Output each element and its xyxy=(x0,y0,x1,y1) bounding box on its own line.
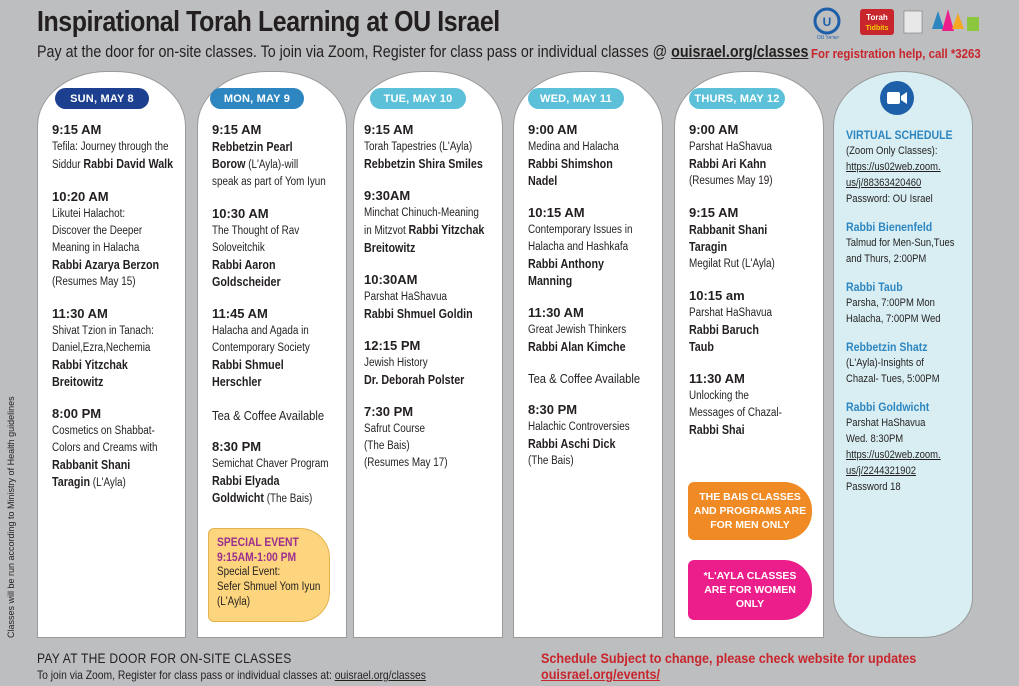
ou-logo xyxy=(812,5,987,41)
special-event-desc: Special Event: xyxy=(217,566,281,578)
svg-text:Torah: Torah xyxy=(866,13,888,22)
class-desc: Borow (L'Ayla)-will xyxy=(212,157,299,171)
class-desc: Megilat Rut (L'Ayla) xyxy=(689,258,775,270)
rabbi-name: Rabbi Yitzchak xyxy=(52,358,128,372)
class-time: 9:00 AM xyxy=(528,122,578,137)
zoom-link[interactable]: us/j/88363420460 xyxy=(846,177,922,189)
ou-logo-caption: OU ישראל xyxy=(816,35,840,41)
virtual-teacher: Rabbi Bienenfeld xyxy=(846,220,933,234)
bais-notice-line: THE BAIS CLASSES xyxy=(699,491,801,503)
zoom-link[interactable]: https://us02web.zoom. xyxy=(846,449,941,461)
zoom-video-icon xyxy=(879,80,915,116)
class-time: 9:30AM xyxy=(364,188,411,203)
class-desc: speak as part of Yom Iyun xyxy=(212,176,326,188)
class-desc: Medina and Halacha xyxy=(528,141,619,153)
rabbi-name: Rabbi Shai xyxy=(689,423,745,437)
rabbi-name: Breitowitz xyxy=(52,375,104,389)
rabbi-name: Rabbi Ari Kahn xyxy=(689,157,767,171)
virtual-text: Wed. 8:30PM xyxy=(846,433,904,445)
tea-coffee-note: Tea & Coffee Available xyxy=(528,371,641,386)
rabbi-name: Herschler xyxy=(212,375,262,389)
rabbi-name: Nadel xyxy=(528,174,558,188)
class-time: 11:45 AM xyxy=(212,306,268,321)
rabbi-name: Rebbetzin Shira Smiles xyxy=(364,157,483,171)
virtual-text: Chazal- Tues, 5:00PM xyxy=(846,373,940,385)
virtual-block xyxy=(846,279,968,327)
class-time: 11:30 AM xyxy=(52,306,108,321)
virtual-teacher: Rebbetzin Shatz xyxy=(846,340,928,354)
special-event-desc: (L'Ayla) xyxy=(217,596,251,608)
class-note: (Resumes May 15) xyxy=(52,276,136,288)
mon-entries xyxy=(212,121,340,517)
virtual-schedule-column xyxy=(833,71,973,638)
class-note: (Resumes May 17) xyxy=(364,457,448,469)
class-time: 8:00 PM xyxy=(52,406,102,421)
day-label-sun: SUN, MAY 8 xyxy=(55,88,149,109)
zoom-password: Password: OU Israel xyxy=(846,193,933,205)
class-time: 10:20 AM xyxy=(52,189,109,204)
class-desc: Semichat Chaver Program xyxy=(212,458,329,470)
class-desc: Minchat Chinuch-Meaning xyxy=(364,207,479,219)
virtual-teacher: Rabbi Taub xyxy=(846,280,903,294)
day-label-thu: THURS, MAY 12 xyxy=(689,88,785,109)
class-desc: Jewish History xyxy=(364,357,428,369)
class-desc: Discover the Deeper xyxy=(52,225,143,237)
class-time: 9:00 AM xyxy=(689,122,739,137)
class-time: 8:30 PM xyxy=(212,439,262,454)
class-time: 11:30 AM xyxy=(528,305,584,320)
class-entry xyxy=(364,121,496,173)
rabbi-name: Rabbi Shmuel xyxy=(212,358,284,372)
subtitle-text: Pay at the door for on-site classes. To join via Zoom, Register for class pass or individual classes @ xyxy=(37,42,672,61)
rabbi-name: Rabbi Shmuel Goldin xyxy=(364,307,473,321)
class-entry xyxy=(364,187,496,257)
rabbi-name: Goldscheider xyxy=(212,275,281,289)
svg-text:Tidbits: Tidbits xyxy=(865,25,889,32)
class-desc: Daniel,Ezra,Nechemia xyxy=(52,342,151,354)
health-guidelines-note: Classes will be run according to Ministry of Health guidelines xyxy=(6,396,16,638)
class-desc: Soloveitchik xyxy=(212,242,265,254)
rabbi-name: Goldwicht (The Bais) xyxy=(212,491,313,505)
class-time: 12:15 PM xyxy=(364,338,421,353)
rabbi-name: Rabbi David Walk xyxy=(83,157,174,171)
class-desc: Parshat HaShavua xyxy=(364,291,448,303)
class-entry xyxy=(528,204,656,290)
ayla-notice-line: *L'AYLA CLASSES xyxy=(703,570,797,582)
class-desc: Contemporary Issues in xyxy=(528,224,633,236)
schedule-change-note: Schedule Subject to change, please check website for updates xyxy=(541,650,917,666)
day-column-tue xyxy=(353,71,503,638)
registration-help: For registration help, call *3263 xyxy=(811,46,981,61)
class-time: 9:15 AM xyxy=(212,122,262,137)
special-event-desc: Sefer Shmuel Yom Iyun xyxy=(217,581,321,593)
day-column-sun xyxy=(37,71,186,638)
class-time: 8:30 PM xyxy=(528,402,578,417)
class-desc: Tefila: Journey through the xyxy=(52,141,169,153)
virtual-block xyxy=(846,219,968,267)
virtual-text: Talmud for Men-Sun,Tues xyxy=(846,237,955,249)
virtual-text: Halacha, 7:00PM Wed xyxy=(846,313,941,325)
day-column-wed xyxy=(513,71,663,638)
zoom-link[interactable]: https://us02web.zoom. xyxy=(846,161,941,173)
class-entry xyxy=(52,188,179,291)
footer-classes-link[interactable]: ouisrael.org/classes xyxy=(334,668,426,682)
class-desc: Cosmetics on Shabbat- xyxy=(52,425,155,437)
wed-entries xyxy=(528,121,656,479)
rabbi-name: Rabbanit Shani xyxy=(689,223,768,237)
rabbi-name: Dr. Deborah Polster xyxy=(364,373,465,387)
ayla-notice-box xyxy=(688,560,812,620)
bais-notice-line: FOR MEN ONLY xyxy=(710,519,790,531)
virtual-text: Parshat HaShavua xyxy=(846,417,926,429)
rabbi-name: Taub xyxy=(689,340,714,354)
class-entry xyxy=(364,403,496,472)
class-time: 9:15 AM xyxy=(364,122,414,137)
rabbi-name: Rebbetzin Pearl xyxy=(212,140,293,154)
sun-entries xyxy=(52,121,179,501)
class-time: 10:30AM xyxy=(364,272,418,287)
tea-coffee-note: Tea & Coffee Available xyxy=(212,408,325,423)
class-entry xyxy=(689,121,817,190)
day-label-mon: MON, MAY 9 xyxy=(210,88,304,109)
class-time: 11:30 AM xyxy=(689,371,745,386)
class-desc: in Mitzvot Rabbi Yitzchak xyxy=(364,223,485,237)
class-desc: Messages of Chazal- xyxy=(689,407,782,419)
virtual-text: (L'Ayla)-Insights of xyxy=(846,357,924,369)
zoom-register-text: To join via Zoom, Register for class pass or individual classes at: ouisrael.org/classes xyxy=(37,668,426,682)
special-event-time: 9:15AM-1:00 PM xyxy=(217,550,297,564)
class-desc: Torah Tapestries (L'Ayla) xyxy=(364,141,473,153)
rabbi-name: Manning xyxy=(528,274,573,288)
rabbi-name: Rabbi Aaron xyxy=(212,258,276,272)
rabbi-name: Rabbi Aschi Dick xyxy=(528,437,616,451)
virtual-teacher: Rabbi Goldwicht xyxy=(846,400,930,414)
class-desc: Colors and Creams with xyxy=(52,442,158,454)
class-time: 10:15 am xyxy=(689,288,745,303)
class-desc: Halachic Controversies xyxy=(528,421,630,433)
class-desc: Parshat HaShavua xyxy=(689,307,773,319)
class-time: 7:30 PM xyxy=(364,404,414,419)
class-desc: Siddur Rabbi David Walk xyxy=(52,157,174,171)
partner-logos xyxy=(812,5,987,41)
class-entry xyxy=(212,205,340,291)
tue-entries xyxy=(364,121,496,481)
classes-link[interactable]: ouisrael.org/classes xyxy=(671,42,809,61)
class-desc: Safrut Course xyxy=(364,423,426,435)
svg-text:U: U xyxy=(822,15,832,29)
virtual-block xyxy=(846,339,968,387)
class-desc: Meaning in Halacha xyxy=(52,242,140,254)
day-column-thu xyxy=(674,71,824,638)
ayla-notice-line: ARE FOR WOMEN xyxy=(704,584,796,596)
class-time: 10:30 AM xyxy=(212,206,269,221)
class-note: (Resumes May 19) xyxy=(689,175,773,187)
zoom-password: Password 18 xyxy=(846,481,901,493)
class-note: (The Bais) xyxy=(528,455,574,467)
class-desc: Parshat HaShavua xyxy=(689,141,773,153)
class-entry xyxy=(52,405,179,492)
class-entry xyxy=(212,121,340,191)
virtual-block xyxy=(846,127,968,207)
class-entry xyxy=(528,304,656,356)
class-entry xyxy=(212,305,340,391)
virtual-heading: VIRTUAL SCHEDULE xyxy=(846,128,953,142)
rabbi-name: Breitowitz xyxy=(364,241,416,255)
pay-at-door-title: PAY AT THE DOOR FOR ON-SITE CLASSES xyxy=(37,650,292,666)
class-entry xyxy=(52,121,179,174)
rabbi-name: Taragin (L'Ayla) xyxy=(52,475,126,489)
class-entry xyxy=(689,287,817,356)
class-desc: (The Bais) xyxy=(364,440,410,452)
virtual-text: and Thurs, 2:00PM xyxy=(846,253,927,265)
class-desc: Great Jewish Thinkers xyxy=(528,324,627,336)
rabbi-name: Taragin xyxy=(689,240,728,254)
ayla-notice-line: ONLY xyxy=(735,598,765,610)
class-entry xyxy=(689,370,817,439)
class-desc: The Thought of Rav xyxy=(212,225,300,237)
bais-notice-line: AND PROGRAMS ARE xyxy=(693,505,807,517)
class-entry xyxy=(52,305,179,391)
class-time: 9:15 AM xyxy=(689,205,739,220)
page-subtitle xyxy=(37,42,808,62)
rabbi-name: Rabbi Azarya Berzon xyxy=(52,258,160,272)
class-time: 10:15 AM xyxy=(528,205,585,220)
class-desc: Unlocking the xyxy=(689,390,749,402)
class-entry xyxy=(364,337,496,389)
class-desc: Halacha and Hashkafa xyxy=(528,241,629,253)
bais-notice-box xyxy=(688,482,812,540)
thu-entries xyxy=(689,121,817,448)
class-entry xyxy=(212,438,340,508)
virtual-entries xyxy=(846,127,968,507)
rabbi-name: Rabbi Alan Kimche xyxy=(528,340,626,354)
class-entry xyxy=(364,271,496,323)
class-entry xyxy=(689,204,817,273)
class-desc: Shivat Tzion in Tanach: xyxy=(52,325,154,337)
class-desc: Likutei Halachot: xyxy=(52,208,126,220)
day-label-wed: WED, MAY 11 xyxy=(528,88,624,109)
class-entry xyxy=(528,401,656,470)
class-desc: Halacha and Agada in xyxy=(212,325,309,337)
rabbi-name: Rabbi Baruch xyxy=(689,323,759,337)
special-event-title: SPECIAL EVENT xyxy=(217,535,299,549)
class-time: 9:15 AM xyxy=(52,122,102,137)
rabbi-name: Rabbi Shimshon xyxy=(528,157,613,171)
zoom-link[interactable]: us/j/2244321902 xyxy=(846,465,916,477)
day-label-tue: TUE, MAY 10 xyxy=(370,88,466,109)
events-link[interactable]: ouisrael.org/events/ xyxy=(541,666,661,682)
rabbi-name: Rabbi Elyada xyxy=(212,474,280,488)
page-title: Inspirational Torah Learning at OU Israel xyxy=(37,6,500,38)
rabbi-name: Rabbanit Shani xyxy=(52,458,131,472)
virtual-block xyxy=(846,399,968,495)
rabbi-name: Rabbi Anthony xyxy=(528,257,605,271)
virtual-text: (Zoom Only Classes): xyxy=(846,145,938,157)
virtual-text: Parsha, 7:00PM Mon xyxy=(846,297,935,309)
class-entry xyxy=(528,121,656,190)
class-desc: Contemporary Society xyxy=(212,342,310,354)
special-event-box xyxy=(208,528,330,622)
